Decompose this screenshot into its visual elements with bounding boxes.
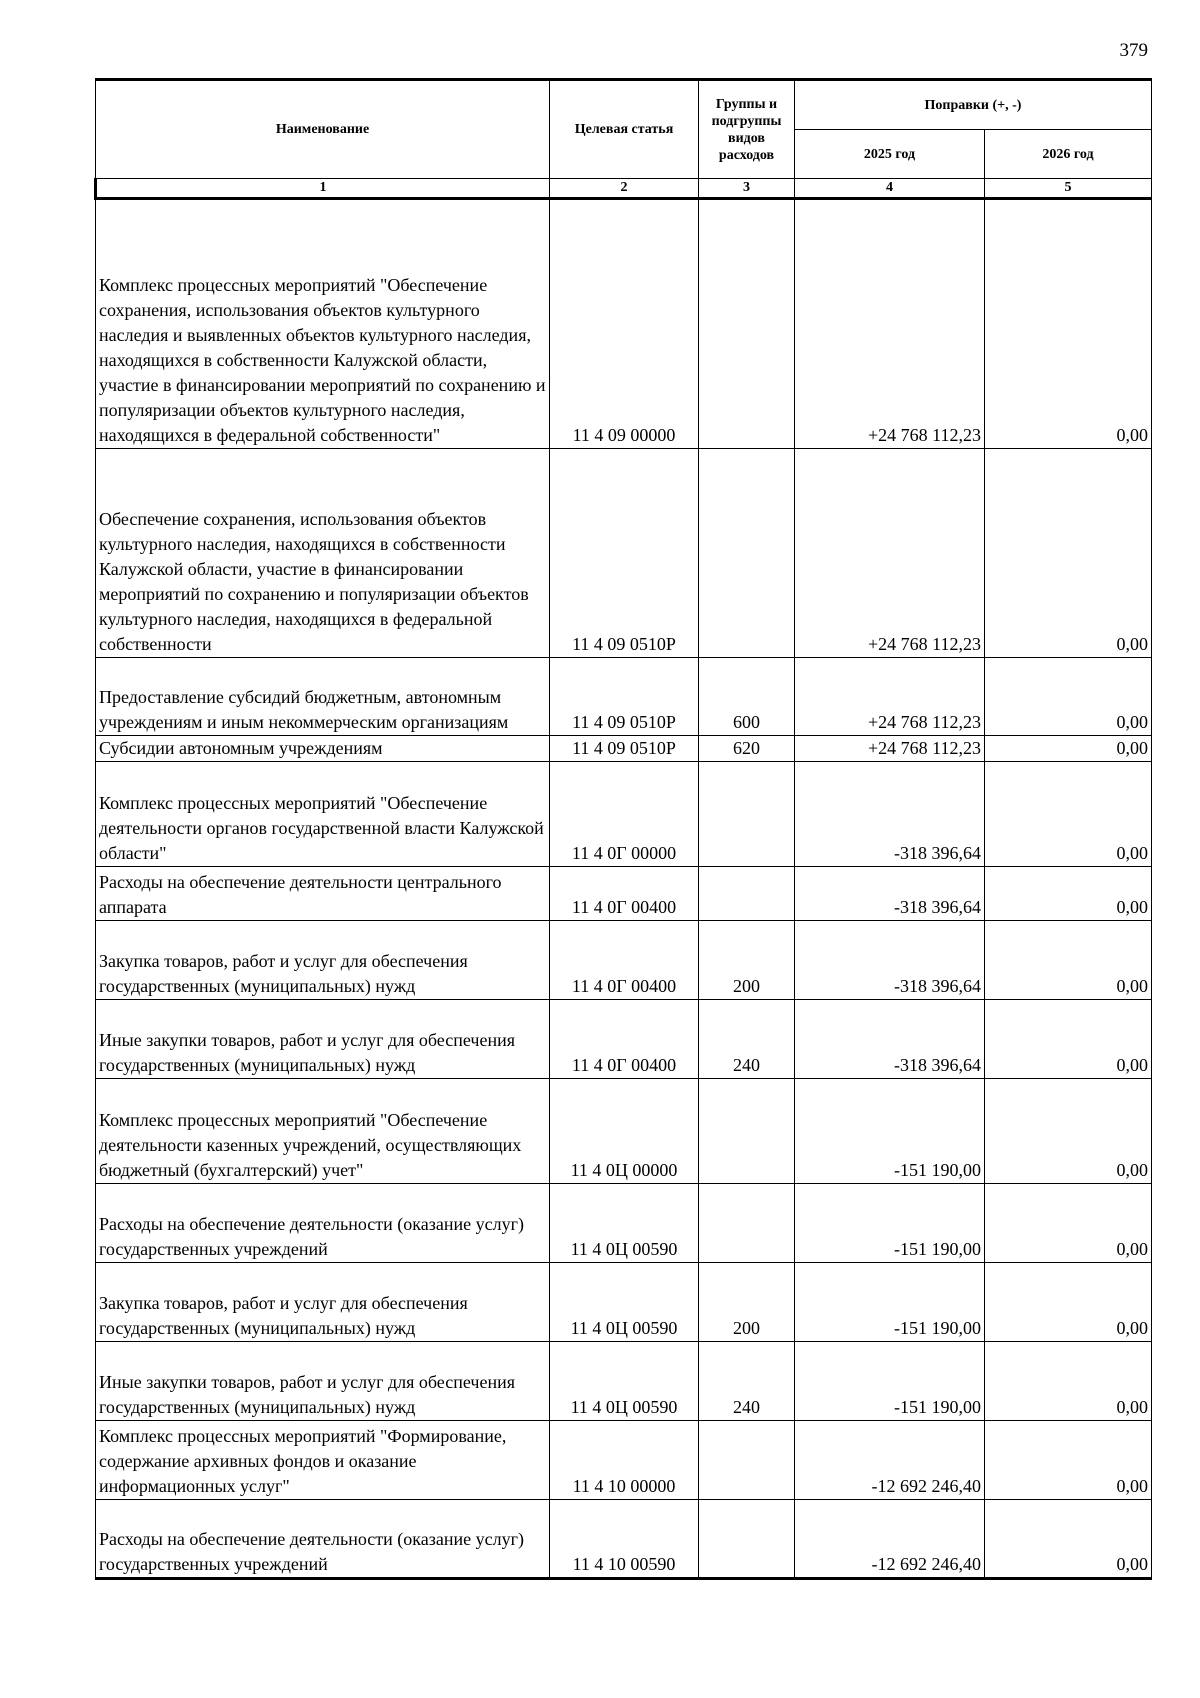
row-amount-2026: 0,00 — [985, 1342, 1152, 1421]
row-name: Расходы на обеспечение деятельности (оказание услуг) государственных учреждений — [96, 1500, 550, 1579]
row-name: Предоставление субсидий бюджетным, автономным учреждениям и иным некоммерческим организациям — [96, 658, 550, 736]
row-expense-group — [699, 762, 795, 867]
row-amount-2025: +24 768 112,23 — [795, 658, 985, 736]
table-row — [96, 762, 1152, 867]
row-name: Иные закупки товаров, работ и услуг для обеспечения государственных (муниципальных) нужд — [96, 1342, 550, 1421]
header-expense-groups: Группы и подгруппы видов расходов — [699, 80, 795, 179]
row-expense-group: 600 — [699, 658, 795, 736]
column-number: 2 — [550, 179, 699, 199]
row-name: Расходы на обеспечение деятельности центрального аппарата — [96, 867, 550, 921]
row-expense-group — [699, 1184, 795, 1263]
row-name: Обеспечение сохранения, использования объектов культурного наследия, находящихся в собственности Калужской области, участие в финансировании мероприятий по сохранению и популяризации объектов культурного наследия, находящихся в федеральной собственности — [96, 449, 550, 658]
row-amount-2025: +24 768 112,23 — [795, 449, 985, 658]
row-target-article: 11 4 0Г 00400 — [550, 921, 699, 1000]
row-expense-group — [699, 1421, 795, 1500]
row-target-article: 11 4 0Г 00400 — [550, 867, 699, 921]
table-row — [96, 1500, 1152, 1579]
row-amount-2025: -318 396,64 — [795, 921, 985, 1000]
row-name: Субсидии автономным учреждениям — [96, 736, 550, 762]
row-amount-2025: -151 190,00 — [795, 1342, 985, 1421]
page-number: 379 — [1119, 40, 1148, 61]
header-target-article: Целевая статья — [550, 80, 699, 179]
row-target-article: 11 4 09 0510Р — [550, 449, 699, 658]
row-target-article: 11 4 0Ц 00000 — [550, 1079, 699, 1184]
table-row — [96, 449, 1152, 658]
row-target-article: 11 4 09 0510Р — [550, 658, 699, 736]
row-name: Расходы на обеспечение деятельности (оказание услуг) государственных учреждений — [96, 1184, 550, 1263]
table-row — [96, 1342, 1152, 1421]
row-amount-2025: -151 190,00 — [795, 1184, 985, 1263]
row-amount-2026: 0,00 — [985, 199, 1152, 449]
header-name: Наименование — [96, 80, 550, 179]
row-target-article: 11 4 10 00000 — [550, 1421, 699, 1500]
table-row — [96, 921, 1152, 1000]
row-amount-2026: 0,00 — [985, 921, 1152, 1000]
row-target-article: 11 4 0Ц 00590 — [550, 1184, 699, 1263]
row-amount-2025: +24 768 112,23 — [795, 736, 985, 762]
row-amount-2025: -318 396,64 — [795, 762, 985, 867]
table-row — [96, 1263, 1152, 1342]
row-expense-group: 200 — [699, 1263, 795, 1342]
row-expense-group — [699, 199, 795, 449]
row-target-article: 11 4 0Г 00000 — [550, 762, 699, 867]
row-expense-group: 240 — [699, 1342, 795, 1421]
row-amount-2026: 0,00 — [985, 1000, 1152, 1079]
row-amount-2025: -151 190,00 — [795, 1079, 985, 1184]
row-amount-2026: 0,00 — [985, 1263, 1152, 1342]
row-expense-group: 620 — [699, 736, 795, 762]
row-amount-2025: +24 768 112,23 — [795, 199, 985, 449]
row-amount-2026: 0,00 — [985, 1421, 1152, 1500]
row-expense-group — [699, 867, 795, 921]
row-amount-2026: 0,00 — [985, 1079, 1152, 1184]
row-name: Комплекс процессных мероприятий "Обеспечение деятельности органов государственной власти Калужской области" — [96, 762, 550, 867]
header-amendments: Поправки (+, -) — [795, 80, 1152, 130]
row-target-article: 11 4 0Г 00400 — [550, 1000, 699, 1079]
row-amount-2026: 0,00 — [985, 1500, 1152, 1579]
row-amount-2026: 0,00 — [985, 736, 1152, 762]
row-name: Закупка товаров, работ и услуг для обеспечения государственных (муниципальных) нужд — [96, 921, 550, 1000]
row-expense-group — [699, 1500, 795, 1579]
column-number: 1 — [96, 179, 550, 199]
table-row — [96, 736, 1152, 762]
row-name: Комплекс процессных мероприятий "Обеспечение деятельности казенных учреждений, осуществляющих бюджетный (бухгалтерский) учет" — [96, 1079, 550, 1184]
row-name: Комплекс процессных мероприятий "Обеспечение сохранения, использования объектов культурного наследия и выявленных объектов культурного наследия, находящихся в собственности Калужской области, участие в финансировании мероприятий по сохранению и популяризации объектов культурного наследия, находящихся в федеральной собственности" — [96, 199, 550, 449]
row-target-article: 11 4 10 00590 — [550, 1500, 699, 1579]
row-target-article: 11 4 0Ц 00590 — [550, 1342, 699, 1421]
row-amount-2025: -12 692 246,40 — [795, 1500, 985, 1579]
row-name: Иные закупки товаров, работ и услуг для обеспечения государственных (муниципальных) нужд — [96, 1000, 550, 1079]
row-amount-2026: 0,00 — [985, 867, 1152, 921]
table-row — [96, 1421, 1152, 1500]
table-row — [96, 1079, 1152, 1184]
header-year-2026: 2026 год — [985, 130, 1152, 179]
row-amount-2026: 0,00 — [985, 658, 1152, 736]
row-amount-2026: 0,00 — [985, 1184, 1152, 1263]
row-amount-2025: -12 692 246,40 — [795, 1421, 985, 1500]
row-target-article: 11 4 09 00000 — [550, 199, 699, 449]
table-row — [96, 199, 1152, 449]
table-row — [96, 1000, 1152, 1079]
column-number: 4 — [795, 179, 985, 199]
row-amount-2025: -151 190,00 — [795, 1263, 985, 1342]
row-name: Закупка товаров, работ и услуг для обеспечения государственных (муниципальных) нужд — [96, 1263, 550, 1342]
header-year-2025: 2025 год — [795, 130, 985, 179]
table-row — [96, 658, 1152, 736]
row-amount-2025: -318 396,64 — [795, 1000, 985, 1079]
row-expense-group — [699, 449, 795, 658]
row-target-article: 11 4 0Ц 00590 — [550, 1263, 699, 1342]
row-expense-group: 200 — [699, 921, 795, 1000]
row-amount-2026: 0,00 — [985, 449, 1152, 658]
table-row — [96, 1184, 1152, 1263]
row-target-article: 11 4 09 0510Р — [550, 736, 699, 762]
row-expense-group: 240 — [699, 1000, 795, 1079]
column-number: 3 — [699, 179, 795, 199]
table-row — [96, 867, 1152, 921]
row-expense-group — [699, 1079, 795, 1184]
column-number: 5 — [985, 179, 1152, 199]
row-amount-2026: 0,00 — [985, 762, 1152, 867]
row-name: Комплекс процессных мероприятий "Формирование, содержание архивных фондов и оказание информационных услуг" — [96, 1421, 550, 1500]
row-amount-2025: -318 396,64 — [795, 867, 985, 921]
budget-amendments-table — [94, 78, 1152, 1580]
